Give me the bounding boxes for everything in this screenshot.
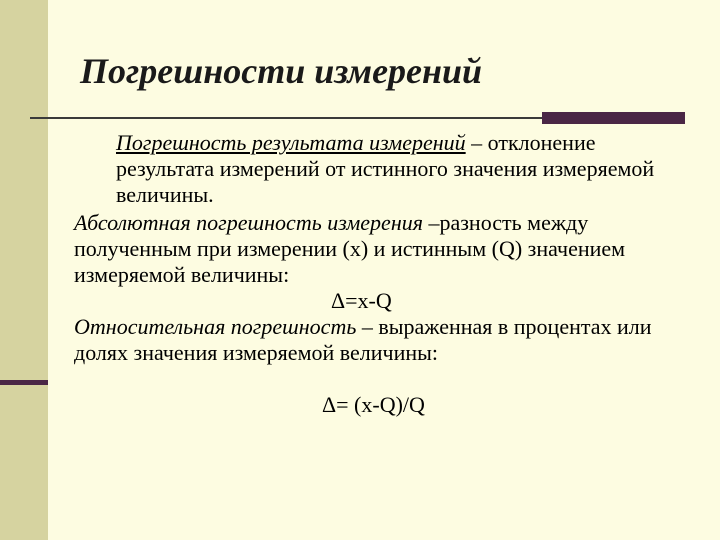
definition-relative-error xyxy=(74,314,694,366)
term-relative-error: Относительная погрешность xyxy=(74,314,357,339)
term-error-result: Погрешность результата измерений xyxy=(116,130,466,155)
term-absolute-error: Абсолютная погрешность измерения xyxy=(74,210,423,235)
slide-title: Погрешности измерений xyxy=(80,51,483,91)
definition-text-error-result: – отклонение результата измерений от истинного значения измеряемой величины. xyxy=(116,130,655,207)
left-accent-stripe xyxy=(0,380,48,385)
title-divider-accent xyxy=(542,112,685,124)
definition-absolute-error xyxy=(74,210,694,288)
slide-body xyxy=(74,130,694,418)
left-decor-bar xyxy=(0,0,48,540)
formula-relative-error: Δ= (х-Q)/Q xyxy=(322,392,425,417)
definition-text-absolute-error: –разность между полученным при измерении (х) и истинным (Q) значением измеряемой величины: xyxy=(74,210,626,287)
formula-absolute-error: Δ=х-Q xyxy=(331,288,392,313)
definition-error-result xyxy=(74,130,694,208)
definition-text-relative-error: – выраженная в процентах или долях значения измеряемой величины: xyxy=(74,314,652,365)
